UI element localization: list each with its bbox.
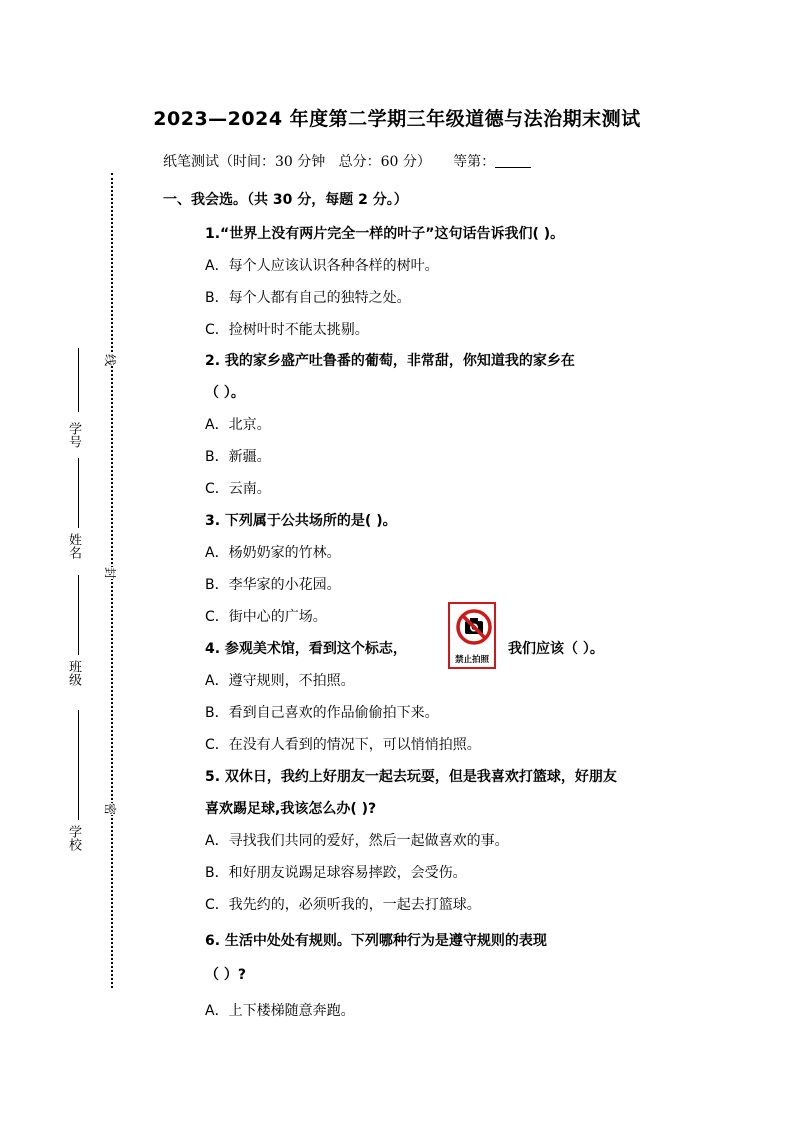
test-info-text: 纸笔测试（时间：30 分钟 总分：60 分） 等第：	[163, 154, 496, 170]
q4-option-b: B．看到自己喜欢的作品偷偷拍下来。	[205, 705, 439, 721]
question-6: 6. 生活中处处有规则。下列哪种行为是遵守规则的表现	[205, 933, 547, 949]
seal-mark-feng: 封	[103, 566, 118, 580]
q1-option-a: A．每个人应该认识各种各样的树叶。	[205, 258, 439, 274]
question-2-cont: （ ）。	[205, 385, 245, 401]
question-4-cont: 我们应该（ ）。	[508, 641, 604, 657]
q4-option-c: C．在没有人看到的情况下，可以悄悄拍照。	[205, 737, 481, 753]
q2-option-c: C．云南。	[205, 481, 271, 497]
q5-option-c: C．我先约的，必须听我的，一起去打篮球。	[205, 897, 481, 913]
binding-dotted-line	[111, 173, 113, 988]
q3-option-b: B．李华家的小花园。	[205, 577, 341, 593]
class-label: 班级	[66, 660, 81, 686]
page-title: 2023—2024 年度第二学期三年级道德与法治期末测试	[153, 108, 641, 130]
q1-option-b: B．每个人都有自己的独特之处。	[205, 290, 411, 306]
question-4: 4. 参观美术馆，看到这个标志，	[205, 641, 407, 657]
grade-blank	[495, 153, 531, 168]
no-camera-icon	[455, 608, 493, 646]
section-heading: 一、我会选。（共 30 分，每题 2 分。）	[163, 192, 408, 208]
blank-line	[78, 458, 79, 528]
q2-option-b: B．新疆。	[205, 449, 271, 465]
no-photo-caption: 禁止拍照	[454, 655, 489, 665]
blank-line	[78, 710, 79, 820]
student-id-label: 学号	[66, 422, 81, 448]
q5-option-b: B．和好朋友说踢足球容易摔跤，会受伤。	[205, 865, 467, 881]
blank-line	[78, 575, 79, 655]
question-5: 5. 双休日，我约上好朋友一起去玩耍，但是我喜欢打篮球，好朋友	[205, 769, 617, 785]
no-photo-sign	[448, 602, 496, 669]
question-6-cont: （ ）?	[205, 967, 246, 983]
seal-mark-xian: 线	[103, 353, 118, 367]
q4-option-a: A．遵守规则，不拍照。	[205, 673, 355, 689]
name-label: 姓名	[66, 533, 81, 559]
test-info	[163, 151, 531, 171]
seal-mark-mi: 密	[103, 802, 118, 816]
question-5-cont: 喜欢踢足球,我该怎么办( )?	[205, 801, 377, 817]
q2-option-a: A．北京。	[205, 417, 271, 433]
school-label: 学校	[66, 825, 81, 851]
q3-option-a: A．杨奶奶家的竹林。	[205, 545, 341, 561]
q6-option-a: A．上下楼梯随意奔跑。	[205, 1003, 355, 1019]
question-2: 2. 我的家乡盛产吐鲁番的葡萄，非常甜，你知道我的家乡在	[205, 353, 575, 369]
q1-option-c: C．捡树叶时不能太挑剔。	[205, 322, 369, 338]
q3-option-c: C．街中心的广场。	[205, 609, 327, 625]
blank-line	[78, 348, 79, 412]
question-1: 1.“世界上没有两片完全一样的叶子”这句话告诉我们( )。	[205, 226, 565, 242]
question-3: 3. 下列属于公共场所的是( )。	[205, 513, 397, 529]
q5-option-a: A．寻找我们共同的爱好，然后一起做喜欢的事。	[205, 833, 509, 849]
